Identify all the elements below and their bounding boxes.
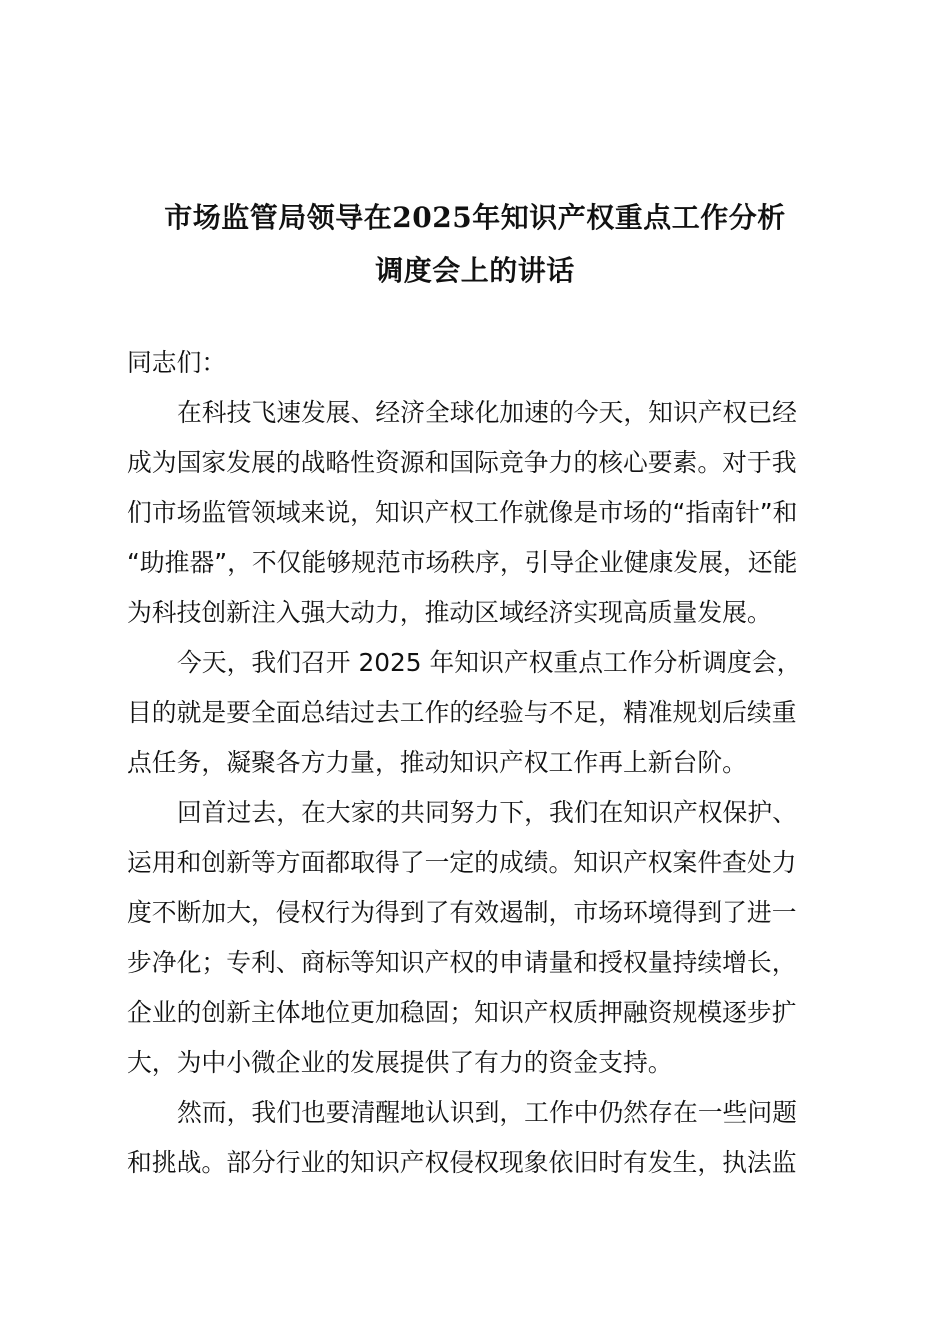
document-title-line-2: 调度会上的讲话	[375, 254, 575, 287]
document-body	[127, 338, 827, 1188]
paragraph-line: 成为国家发展的战略性资源和国际竞争力的核心要素。对于我	[127, 448, 797, 477]
paragraph-line: 度不断加大，侵权行为得到了有效遏制，市场环境得到了进一	[127, 898, 797, 927]
paragraph-line: 和挑战。部分行业的知识产权侵权现象依旧时有发生，执法监	[127, 1148, 797, 1177]
paragraph-line: 在科技飞速发展、经济全球化加速的今天，知识产权已经	[177, 398, 797, 427]
paragraph-line: 回首过去，在大家的共同努力下，我们在知识产权保护、	[177, 798, 797, 827]
paragraph-line: 运用和创新等方面都取得了一定的成绩。知识产权案件查处力	[127, 848, 797, 877]
paragraph-line: 今天，我们召开 2025 年知识产权重点工作分析调度会，	[177, 648, 802, 677]
paragraph-line: 然而，我们也要清醒地认识到，工作中仍然存在一些问题	[177, 1098, 797, 1127]
paragraph-line: 们市场监管领域来说，知识产权工作就像是市场的“指南针”和	[127, 498, 798, 527]
salutation: 同志们：	[127, 348, 227, 377]
paragraph-1	[127, 388, 827, 638]
paragraph-4	[127, 1088, 827, 1188]
paragraph-line: “助推器”，不仅能够规范市场秩序，引导企业健康发展，还能	[127, 548, 798, 577]
paragraph-line: 大，为中小微企业的发展提供了有力的资金支持。	[127, 1048, 673, 1077]
paragraph-2	[127, 638, 827, 788]
paragraph-line: 目的就是要全面总结过去工作的经验与不足，精准规划后续重	[127, 698, 797, 727]
document-title-line-1: 市场监管局领导在2025年知识产权重点工作分析	[164, 201, 786, 234]
paragraph-line: 企业的创新主体地位更加稳固；知识产权质押融资规模逐步扩	[127, 998, 797, 1027]
paragraph-line: 步净化；专利、商标等知识产权的申请量和授权量持续增长，	[127, 948, 797, 977]
paragraph-line: 为科技创新注入强大动力，推动区域经济实现高质量发展。	[127, 598, 772, 627]
paragraph-3	[127, 788, 827, 1088]
paragraph-line: 点任务，凝聚各方力量，推动知识产权工作再上新台阶。	[127, 748, 747, 777]
